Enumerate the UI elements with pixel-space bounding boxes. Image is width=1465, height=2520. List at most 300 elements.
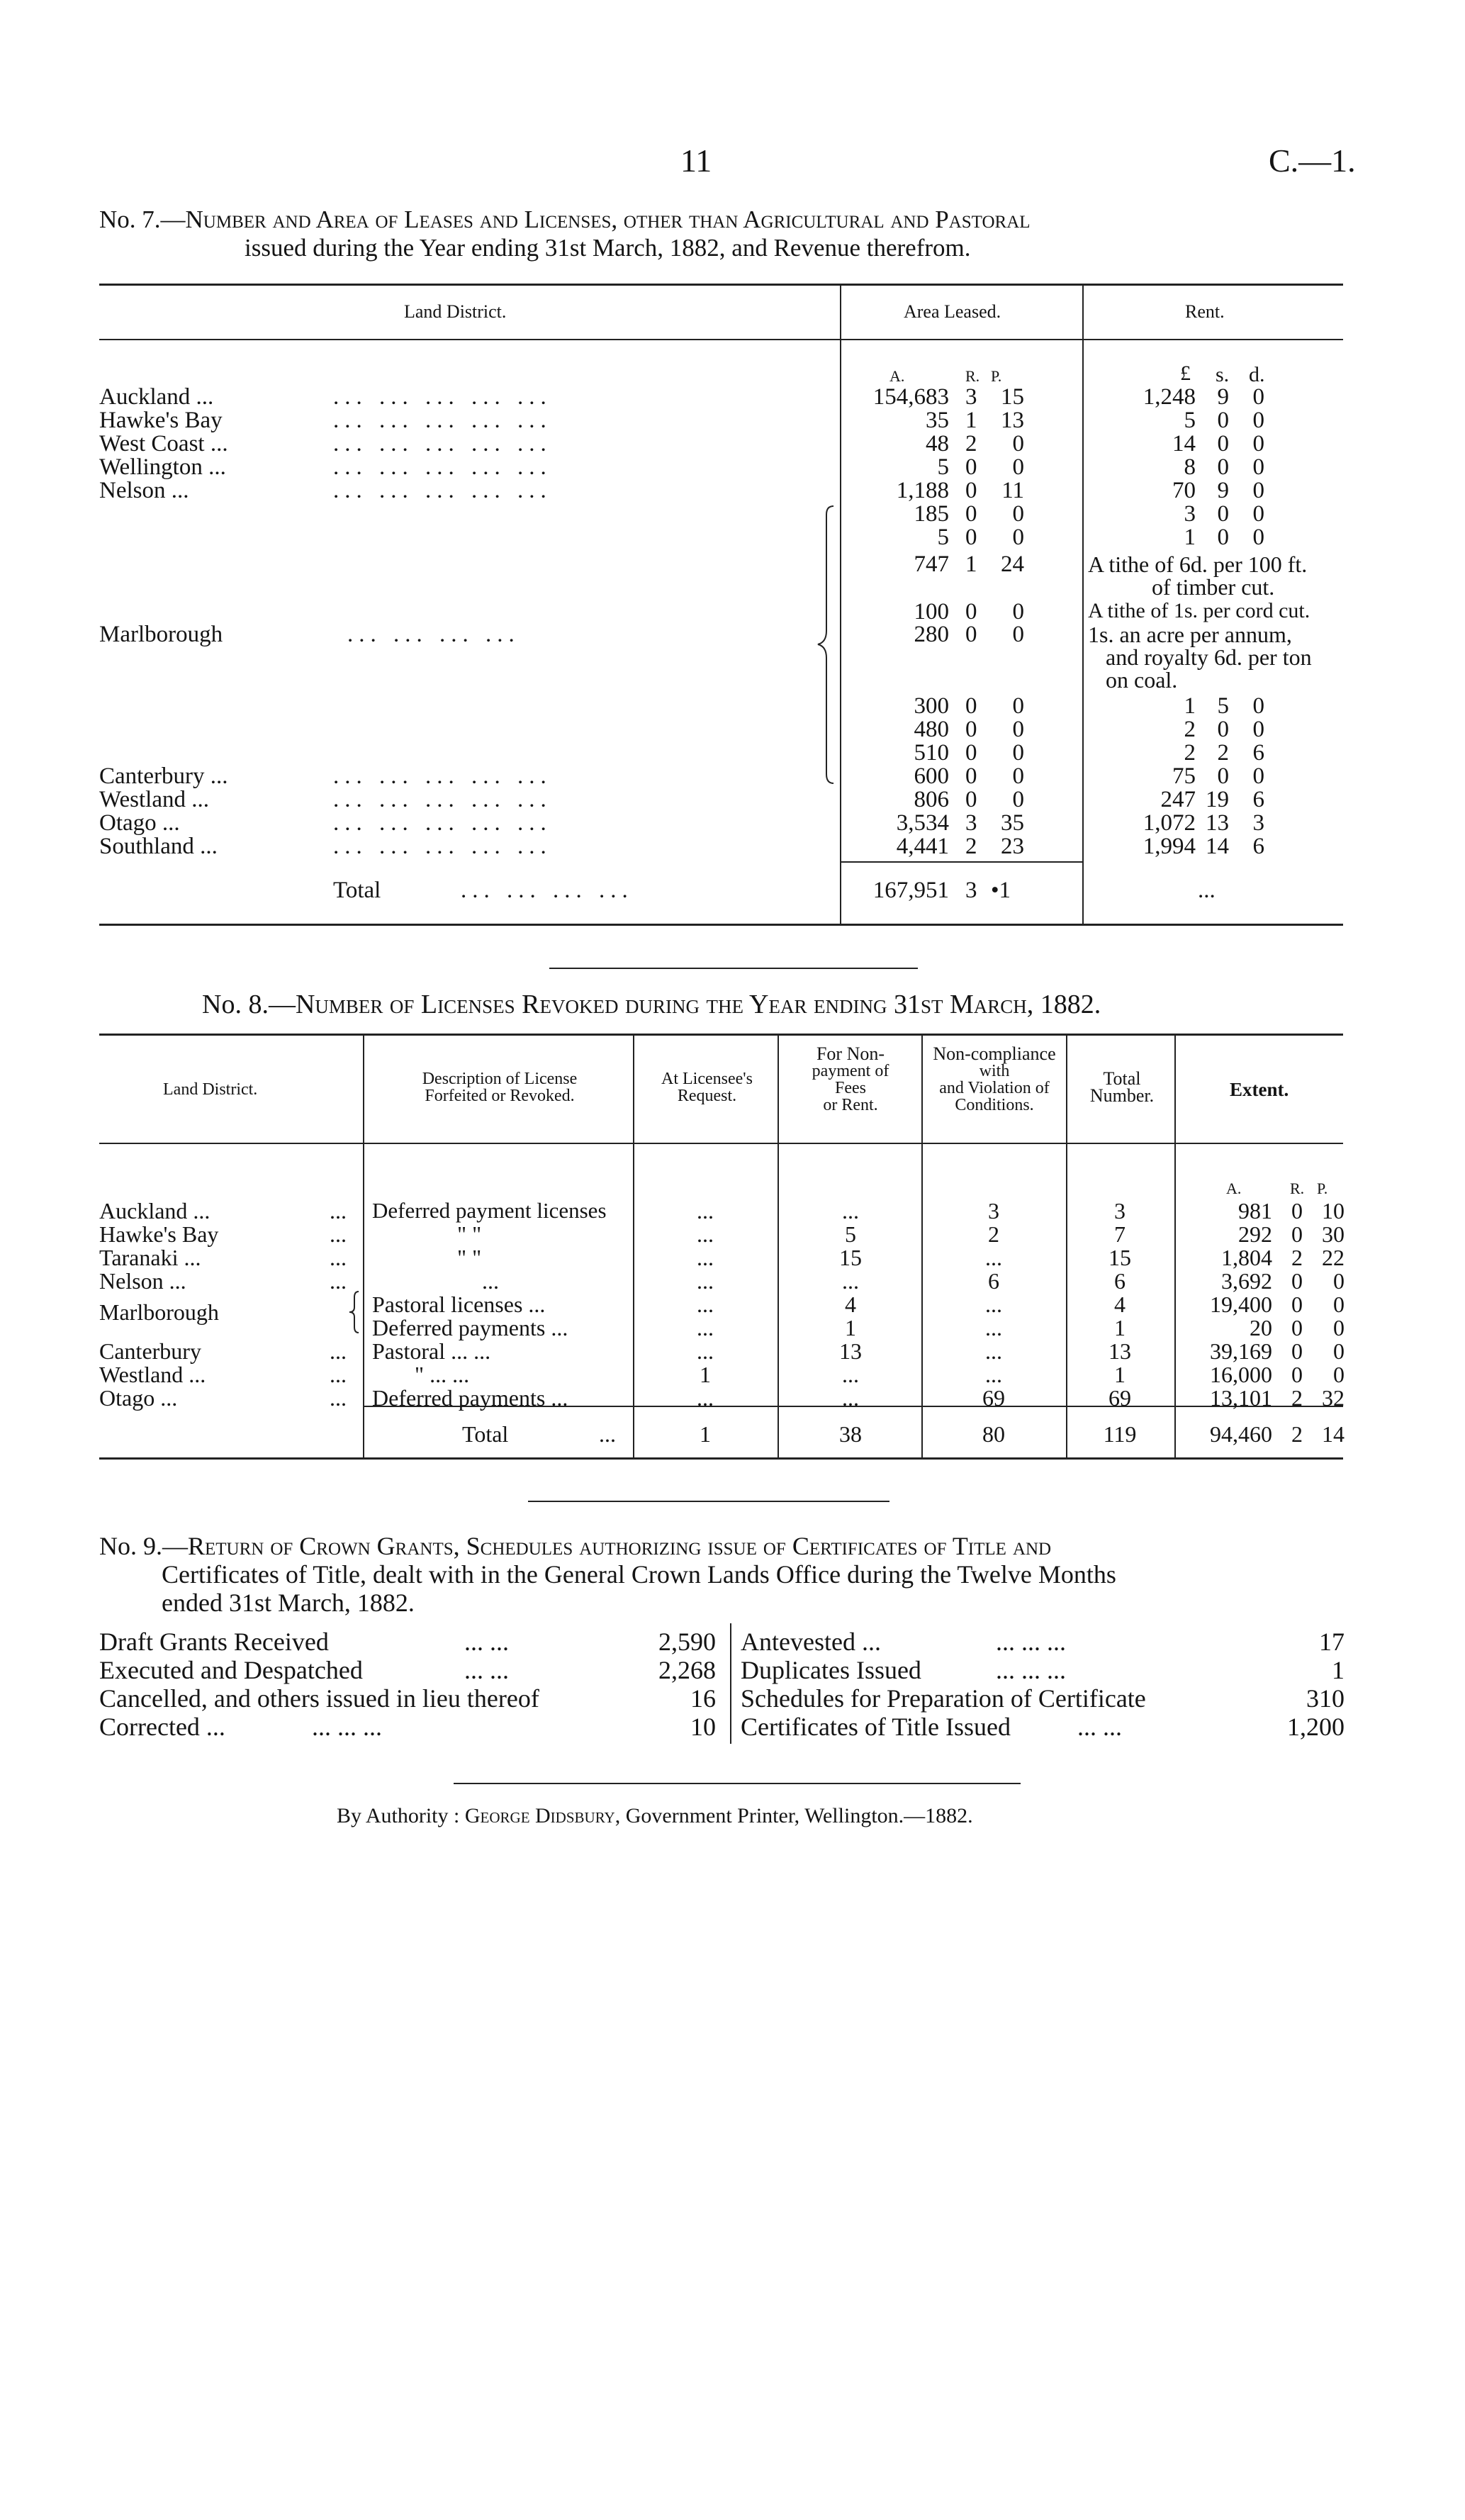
table7-district: Canterbury ... — [99, 763, 228, 789]
section9-left-dots: ... ... — [464, 1628, 509, 1656]
table8-description: Pastoral licenses ... — [372, 1292, 546, 1317]
table7-perches: 0 — [1012, 501, 1024, 527]
table8-at-request: ... — [697, 1198, 714, 1223]
table8-description: " ... ... — [415, 1362, 470, 1387]
table8-extent-acres: 16,000 — [1210, 1362, 1272, 1387]
table8-noncompliance: ... — [985, 1362, 1002, 1387]
table8-extent-roods: 0 — [1291, 1221, 1303, 1247]
table8-top-rule — [99, 1034, 1343, 1036]
table7-pounds: 1,072 — [1143, 810, 1196, 836]
table7-unit-pence: d. — [1249, 363, 1265, 386]
section9-right-value: 17 — [1319, 1628, 1345, 1656]
table7-rent-text: of timber cut. — [1152, 574, 1275, 600]
table7-unit-acres: A. — [889, 367, 905, 385]
table8-total-number: 4 — [1114, 1292, 1126, 1317]
table7-unit-roods: R. — [965, 367, 980, 385]
table7-header-area: Area Leased. — [904, 301, 1001, 322]
table7-pounds: 3 — [1184, 501, 1196, 527]
table8-header-fees-l1: For Non- — [816, 1043, 885, 1064]
table8-total-number: 3 — [1114, 1198, 1126, 1223]
table8-bottom-rule — [99, 1457, 1343, 1460]
section9-title-line1 — [99, 1531, 1051, 1561]
table8-extent-acres: 1,804 — [1221, 1245, 1272, 1270]
table7-unit-pounds: £ — [1180, 362, 1191, 385]
footer-rule — [454, 1783, 1021, 1784]
table8-at-request: ... — [697, 1292, 714, 1317]
section9-right-label: Certificates of Title Issued — [741, 1713, 1011, 1741]
table8-description: " " — [457, 1221, 482, 1247]
table7-perches: 35 — [1001, 810, 1024, 836]
table7-roods: 0 — [965, 501, 977, 527]
section9-right-dots: ... ... ... — [996, 1656, 1066, 1684]
table7-roods: 0 — [965, 717, 977, 742]
table7-district: Westland ... — [99, 787, 209, 812]
table8-district-dots: ... — [330, 1338, 347, 1364]
table7-rent-text: A tithe of 1s. per cord cut. — [1088, 599, 1310, 622]
table7-pounds: 8 — [1184, 454, 1196, 480]
footer-suffix: , Government Printer, Wellington.—1882. — [614, 1804, 973, 1827]
table7-acres: 185 — [914, 501, 949, 527]
table8-extent-acres: 292 — [1238, 1221, 1272, 1247]
table7-perches: 0 — [1012, 622, 1024, 647]
table7-unit-perches: P. — [991, 367, 1002, 385]
table7-divider-1 — [840, 284, 841, 925]
table8-extent-acres: 19,400 — [1210, 1292, 1272, 1317]
table8-header-nc-l1: Non-compliance — [933, 1043, 1056, 1064]
table7-roods: 2 — [965, 431, 977, 457]
table8-district: Canterbury — [99, 1338, 201, 1364]
table7-header-district: Land District. — [404, 301, 507, 322]
table8-title-text: Number of Licenses Revoked during the Year ending 31st March, 1882. — [295, 990, 1101, 1019]
table7-shillings: 0 — [1217, 408, 1229, 433]
table8-total-number: 1 — [1114, 1362, 1126, 1387]
table7-perches: 0 — [1012, 525, 1024, 550]
table7-perches: 11 — [1001, 478, 1024, 503]
table7-acres: 806 — [914, 787, 949, 812]
table7-leader-dots: ... ... ... ... ... — [333, 787, 552, 812]
section9-left-label: Cancelled, and others issued in lieu thereof — [99, 1684, 539, 1713]
table7-top-rule — [99, 284, 1343, 286]
table7-acres: 280 — [914, 622, 949, 647]
table7-acres: 300 — [914, 693, 949, 719]
table7-perches: 0 — [1012, 787, 1024, 812]
table8-noncompliance: ... — [985, 1338, 1002, 1364]
table8-header-fees-l3: Fees — [835, 1079, 866, 1097]
table8-header-request-l1: At Licensee's — [661, 1070, 753, 1088]
table7-pounds: 14 — [1172, 431, 1196, 457]
table7-perches: 0 — [1012, 454, 1024, 480]
table8-divider-4 — [921, 1034, 923, 1459]
table7-shillings: 19 — [1206, 787, 1229, 812]
table7-pence: 0 — [1252, 717, 1264, 742]
table8-header-nc-l4: Conditions. — [955, 1096, 1034, 1114]
table7-perches: 0 — [1012, 717, 1024, 742]
table7-perches: 13 — [1001, 408, 1024, 433]
table8-noncompliance: ... — [985, 1292, 1002, 1317]
table8-total-perches: 14 — [1322, 1421, 1345, 1447]
table8-total-request: 1 — [700, 1421, 711, 1447]
table7-pence: 6 — [1252, 834, 1264, 859]
table8-district-dots: ... — [330, 1385, 347, 1411]
table7-shillings: 13 — [1206, 810, 1229, 836]
table7-acres: 510 — [914, 740, 949, 766]
footer-printer-name: George Didsbury — [464, 1804, 615, 1827]
table8-extent-acres: 39,169 — [1210, 1338, 1272, 1364]
table7-roods: 0 — [965, 622, 977, 647]
section9-right-value: 1,200 — [1287, 1713, 1345, 1741]
table8-extent-perches: 0 — [1333, 1268, 1345, 1294]
table8-divider-1 — [363, 1034, 364, 1459]
table7-leader-dots: ... ... ... ... ... — [333, 384, 552, 410]
section9-right-dots: ... ... — [1077, 1713, 1122, 1741]
table7-leader-dots: ... ... ... ... ... — [333, 810, 552, 836]
table8-nonpayment: ... — [842, 1268, 859, 1294]
table8-extent-perches: 0 — [1333, 1292, 1345, 1317]
table8-district: Otago ... — [99, 1385, 178, 1411]
table7-leader-dots: ... ... ... ... ... — [333, 431, 552, 457]
table7-title-line2: issued during the Year ending 31st March, 1882, and Revenue therefrom. — [245, 234, 971, 262]
table7-roods: 0 — [965, 525, 977, 550]
table7-pence: 6 — [1252, 787, 1264, 812]
section9-left-value: 16 — [690, 1684, 716, 1713]
table7-perches: 24 — [1001, 551, 1024, 577]
table8-title-prefix: No. 8.— — [202, 990, 296, 1019]
table8-district: Marlborough — [99, 1299, 219, 1325]
table8-header-request — [638, 1070, 776, 1104]
table7-pence: 0 — [1252, 431, 1264, 457]
table8-total-noncompliance: 80 — [982, 1421, 1005, 1447]
table7-total-label: Total — [333, 878, 381, 903]
table8-district: Auckland ... — [99, 1198, 211, 1223]
table7-acres: 100 — [914, 599, 949, 625]
table8-district: Taranaki ... — [99, 1245, 201, 1270]
table8-total-number: 69 — [1108, 1385, 1131, 1411]
table7-district: Auckland ... — [99, 384, 214, 410]
table8-divider-2 — [633, 1034, 634, 1459]
table7-shillings: 14 — [1206, 834, 1229, 859]
table8-at-request: ... — [697, 1221, 714, 1247]
table7-perches: 0 — [1012, 740, 1024, 766]
section9-left-value: 2,268 — [658, 1656, 716, 1684]
table8-extent-perches: 0 — [1333, 1338, 1345, 1364]
section9-right-label: Antevested ... — [741, 1628, 881, 1656]
table8-district-dots: ... — [330, 1268, 347, 1294]
table8-description: Deferred payment licenses — [372, 1198, 607, 1223]
table7-pence: 0 — [1252, 478, 1264, 503]
table8-divider-3 — [778, 1034, 779, 1459]
table8-at-request: ... — [697, 1315, 714, 1340]
table8-extent-perches: 0 — [1333, 1362, 1345, 1387]
table8-title — [202, 989, 1101, 1020]
table7-title — [99, 206, 1031, 234]
table7-pounds: 1,994 — [1143, 834, 1196, 859]
table8-header-description-l1: Description of License — [422, 1070, 578, 1088]
table8-header-district: Land District. — [163, 1080, 258, 1099]
table7-acres: 48 — [926, 431, 949, 457]
table8-total-acres: 94,460 — [1210, 1421, 1272, 1447]
table7-roods: 3 — [965, 810, 977, 836]
table7-pence: 0 — [1252, 501, 1264, 527]
table7-pounds: 5 — [1184, 408, 1196, 433]
table7-pence: 0 — [1252, 525, 1264, 550]
table7-district: Hawke's Bay — [99, 408, 223, 433]
table7-district: Southland ... — [99, 834, 218, 859]
table7-shillings: 9 — [1217, 384, 1229, 410]
table7-rent-text: and royalty 6d. per ton — [1106, 644, 1312, 670]
table8-total-number: 1 — [1114, 1315, 1126, 1340]
table7-district: Marlborough — [99, 622, 223, 647]
table7-roods: 0 — [965, 787, 977, 812]
section9-right-dots: ... ... ... — [996, 1628, 1066, 1656]
table7-roods: 0 — [965, 740, 977, 766]
table8-unit-perches: P. — [1317, 1180, 1328, 1197]
table8-at-request: ... — [697, 1385, 714, 1411]
table8-description: Deferred payments ... — [372, 1315, 568, 1340]
table8-extent-roods: 0 — [1291, 1338, 1303, 1364]
table7-total-dots: ... ... ... ... — [461, 878, 634, 903]
table7-shillings: 2 — [1217, 740, 1229, 766]
table7-perches: 0 — [1012, 763, 1024, 789]
table7-rent-text: 1s. an acre per annum, — [1088, 622, 1292, 647]
table8-noncompliance: ... — [985, 1245, 1002, 1270]
section9-title-text: Return of Crown Grants, Schedules authorizing issue of Certificates of Title and — [188, 1532, 1052, 1560]
table7-pence: 3 — [1252, 810, 1264, 836]
table7-pence: 6 — [1252, 740, 1264, 766]
table7-acres: 5 — [937, 454, 949, 480]
table8-at-request: ... — [697, 1268, 714, 1294]
table8-extent-roods: 2 — [1291, 1245, 1303, 1270]
table8-extent-roods: 0 — [1291, 1362, 1303, 1387]
table8-header-nc-l2: with — [979, 1062, 1010, 1080]
table8-extent-roods: 0 — [1291, 1315, 1303, 1340]
table7-acres: 480 — [914, 717, 949, 742]
section9-right-value: 1 — [1332, 1656, 1345, 1684]
table7-bottom-rule — [99, 924, 1343, 926]
table8-noncompliance: 3 — [988, 1198, 999, 1223]
table8-total-number: 7 — [1114, 1221, 1126, 1247]
table7-total-perches: •1 — [991, 878, 1011, 903]
table8-header-total-l1: Total — [1103, 1068, 1141, 1089]
table8-extent-perches: 30 — [1322, 1221, 1345, 1247]
table7-roods: 0 — [965, 693, 977, 719]
table7-perches: 15 — [1001, 384, 1024, 410]
table7-pounds: 2 — [1184, 740, 1196, 766]
table7-header-rule — [99, 339, 1343, 340]
table7-leader-dots: ... ... ... ... ... — [333, 408, 552, 433]
section9-title-prefix: No. 9.— — [99, 1532, 188, 1560]
table7-rent-text: A tithe of 6d. per 100 ft. — [1088, 551, 1308, 577]
table8-nonpayment: ... — [842, 1385, 859, 1411]
table7-shillings: 0 — [1217, 431, 1229, 457]
section9-left-value: 2,590 — [658, 1628, 716, 1656]
section9-left-label: Executed and Despatched — [99, 1656, 363, 1684]
table7-divider-2 — [1082, 284, 1084, 925]
table7-pounds: 247 — [1160, 787, 1196, 812]
table7-roods: 0 — [965, 763, 977, 789]
section9-right-label: Schedules for Preparation of Certificate — [741, 1684, 1146, 1713]
table7-perches: 0 — [1012, 431, 1024, 457]
table7-roods: 1 — [965, 408, 977, 433]
table7-district: Otago ... — [99, 810, 180, 836]
table7-perches: 23 — [1001, 834, 1024, 859]
table8-total-number: 15 — [1108, 1245, 1131, 1270]
table8-unit-acres: A. — [1226, 1180, 1242, 1197]
table8-header-noncompliance — [924, 1043, 1065, 1114]
table7-pence: 0 — [1252, 408, 1264, 433]
table8-at-request: ... — [697, 1245, 714, 1270]
table7-rent-text: on coal. — [1106, 667, 1178, 693]
table8-nonpayment: 5 — [845, 1221, 856, 1247]
table7-leader-dots: ... ... ... ... ... — [333, 834, 552, 859]
section9-left-label: Draft Grants Received — [99, 1628, 329, 1656]
section9-right-label: Duplicates Issued — [741, 1656, 921, 1684]
table8-district-dots: ... — [330, 1198, 347, 1223]
table8-noncompliance: 6 — [988, 1268, 999, 1294]
table8-header-description — [397, 1070, 602, 1104]
table7-total-acres: 167,951 — [872, 878, 949, 903]
section-separator — [549, 968, 918, 969]
table7-district: Nelson ... — [99, 478, 189, 503]
table7-acres: 3,534 — [896, 810, 949, 836]
table8-divider-5 — [1066, 1034, 1067, 1459]
section9-left-label: Corrected ... — [99, 1713, 225, 1741]
table8-header-fees — [780, 1043, 921, 1114]
table7-roods: 2 — [965, 834, 977, 859]
table8-extent-perches: 10 — [1322, 1198, 1345, 1223]
table8-extent-perches: 32 — [1322, 1385, 1345, 1411]
table7-leader-dots: ... ... ... ... — [347, 622, 520, 647]
document-reference: C.—1. — [1269, 142, 1356, 179]
page-number: 11 — [680, 142, 712, 179]
table7-pounds: 70 — [1172, 478, 1196, 503]
table7-roods: 0 — [965, 478, 977, 503]
table8-noncompliance: ... — [985, 1315, 1002, 1340]
table7-leader-dots: ... ... ... ... ... — [333, 478, 552, 503]
table7-acres: 1,188 — [896, 478, 949, 503]
table8-district-dots: ... — [330, 1221, 347, 1247]
table7-acres: 5 — [937, 525, 949, 550]
table7-shillings: 0 — [1217, 454, 1229, 480]
table8-noncompliance: 2 — [988, 1221, 999, 1247]
table8-total-roods: 2 — [1291, 1421, 1303, 1447]
table8-district: Nelson ... — [99, 1268, 186, 1294]
table8-district-dots: ... — [330, 1362, 347, 1387]
table8-header-nc-l3: and Violation of — [939, 1079, 1050, 1097]
table8-total-number: 6 — [1114, 1268, 1126, 1294]
table8-description: " " — [457, 1245, 482, 1270]
table8-district: Westland ... — [99, 1362, 206, 1387]
table8-header-fees-l2: payment of — [812, 1062, 889, 1080]
table7-shillings: 0 — [1217, 717, 1229, 742]
table8-nonpayment: ... — [842, 1198, 859, 1223]
section-separator — [528, 1501, 889, 1502]
table8-total-dots: ... — [599, 1421, 616, 1447]
table8-header-fees-l4: or Rent. — [823, 1096, 878, 1114]
table8-district-dots: ... — [330, 1245, 347, 1270]
table8-noncompliance: 69 — [982, 1385, 1005, 1411]
table8-total-label: Total — [462, 1421, 509, 1447]
table7-total-rent: ... — [1198, 878, 1216, 903]
table8-extent-acres: 981 — [1238, 1198, 1272, 1223]
table7-acres: 154,683 — [872, 384, 949, 410]
table7-district: West Coast ... — [99, 431, 228, 457]
table7-acres: 4,441 — [896, 834, 949, 859]
table7-district: Wellington ... — [99, 454, 226, 480]
table8-nonpayment: 15 — [839, 1245, 862, 1270]
section9-left-value: 10 — [690, 1713, 716, 1741]
table7-acres: 600 — [914, 763, 949, 789]
table7-shillings: 0 — [1217, 763, 1229, 789]
footer-prefix: By Authority : — [337, 1804, 460, 1827]
table8-nonpayment: ... — [842, 1362, 859, 1387]
table8-extent-roods: 0 — [1291, 1292, 1303, 1317]
table8-at-request: 1 — [700, 1362, 711, 1387]
table7-marlborough-brace — [815, 505, 836, 785]
table7-shillings: 0 — [1217, 525, 1229, 550]
table7-pounds: 2 — [1184, 717, 1196, 742]
table8-at-request: ... — [697, 1338, 714, 1364]
table8-header-total-l2: Number. — [1089, 1085, 1155, 1106]
table7-title-prefix: No. 7.— — [99, 206, 186, 233]
table8-description: Deferred payments ... — [372, 1385, 568, 1411]
table7-total-rule — [840, 861, 1084, 863]
table8-header-description-l2: Forfeited or Revoked. — [425, 1087, 575, 1105]
table8-description: ... — [482, 1268, 499, 1294]
table7-pence: 0 — [1252, 763, 1264, 789]
table7-header-rent: Rent. — [1185, 301, 1225, 322]
table8-extent-perches: 22 — [1322, 1245, 1345, 1270]
table8-nonpayment: 4 — [845, 1292, 856, 1317]
table7-perches: 0 — [1012, 693, 1024, 719]
section9-left-dots: ... ... ... — [312, 1713, 382, 1741]
section9-divider — [730, 1623, 731, 1744]
table7-pounds: 1,248 — [1143, 384, 1196, 410]
table7-perches: 0 — [1012, 599, 1024, 625]
section9-title-line3: ended 31st March, 1882. — [162, 1589, 415, 1617]
table7-roods: 0 — [965, 454, 977, 480]
table8-extent-roods: 2 — [1291, 1385, 1303, 1411]
table8-nonpayment: 1 — [845, 1315, 856, 1340]
table7-shillings: 5 — [1217, 693, 1229, 719]
table7-pounds: 1 — [1184, 693, 1196, 719]
table7-shillings: 9 — [1217, 478, 1229, 503]
table7-roods: 3 — [965, 384, 977, 410]
table8-extent-perches: 0 — [1333, 1315, 1345, 1340]
table7-pounds: 75 — [1172, 763, 1196, 789]
table7-pence: 0 — [1252, 693, 1264, 719]
table8-header-extent: Extent. — [1230, 1079, 1289, 1100]
table7-shillings: 0 — [1217, 501, 1229, 527]
table8-header-request-l2: Request. — [677, 1087, 737, 1105]
table8-district: Hawke's Bay — [99, 1221, 219, 1247]
table8-extent-acres: 3,692 — [1221, 1268, 1272, 1294]
table8-marlborough-brace — [347, 1290, 360, 1334]
table7-pence: 0 — [1252, 384, 1264, 410]
table8-total-total: 119 — [1103, 1421, 1137, 1447]
table7-total-roods: 3 — [965, 878, 977, 903]
table8-total-nonpayment: 38 — [839, 1421, 862, 1447]
table7-title-line1: Number and Area of Leases and Licenses, other than Agricultural and Pastoral — [185, 206, 1031, 233]
table8-header-total — [1069, 1070, 1175, 1104]
footer-imprint — [337, 1804, 973, 1828]
table8-description: Pastoral ... ... — [372, 1338, 491, 1364]
table8-extent-acres: 20 — [1250, 1315, 1272, 1340]
table8-total-number: 13 — [1108, 1338, 1131, 1364]
table7-roods: 0 — [965, 599, 977, 625]
table8-extent-roods: 0 — [1291, 1198, 1303, 1223]
table7-leader-dots: ... ... ... ... ... — [333, 763, 552, 789]
table8-extent-roods: 0 — [1291, 1268, 1303, 1294]
